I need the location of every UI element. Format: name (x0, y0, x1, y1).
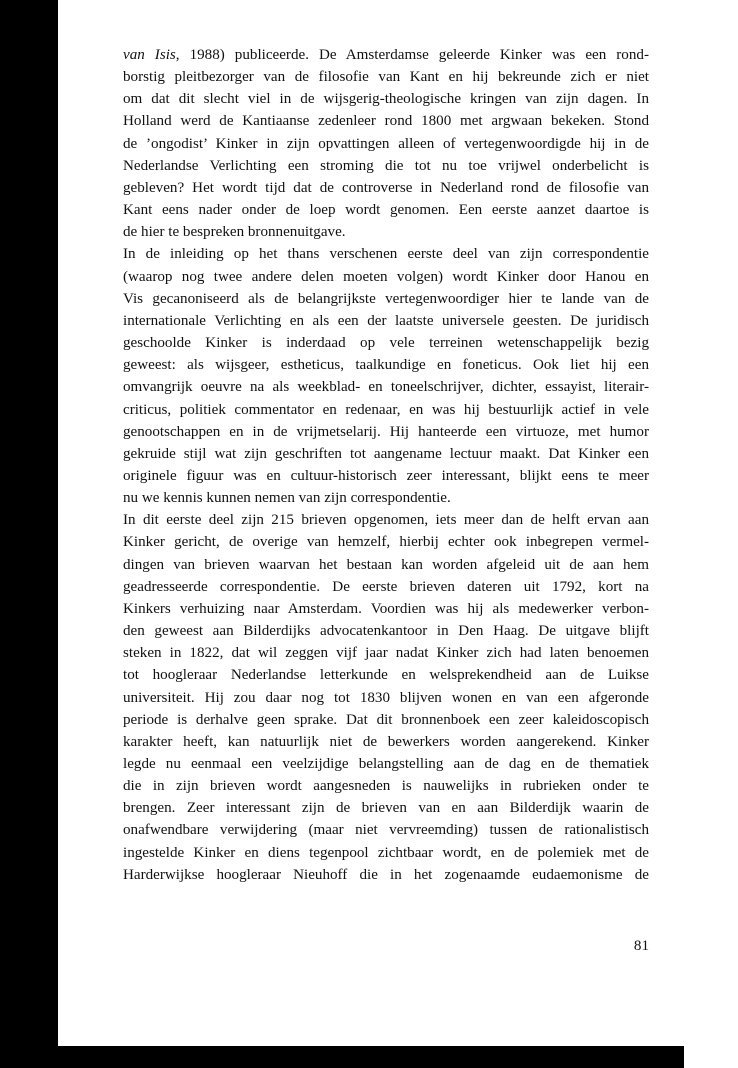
page-number: 81 (633, 938, 649, 954)
text-line: gebleven? Het wordt tijd dat de controverse in Nederland rond de filosofie van (123, 179, 649, 196)
text-line: Harderwijkse hoogleraar Nieuhoff die in het zogenaamde eudaemonisme de (123, 866, 649, 883)
paragraph (123, 44, 649, 243)
text-line: (waarop nog twee andere delen moeten volgen) wordt Kinker door Hanou en (123, 268, 649, 285)
text-line: In dit eerste deel zijn 215 brieven opgenomen, iets meer dan de helft ervan aan (123, 512, 649, 529)
text-line: geadresseerde correspondentie. De eerste brieven dateren uit 1792, kort na (123, 578, 649, 595)
text-line: genootschappen en in de vrijmetselarij. Hij hanteerde een virtuoze, met humor (123, 423, 649, 440)
text-line: geschoolde Kinker is inderdaad op vele terreinen wetenschappelijk bezig (123, 335, 649, 352)
text-line: karakter heeft, kan natuurlijk niet de bewerkers worden aangerekend. Kinker (123, 733, 649, 750)
text-line: internationale Verlichting en als een der laatste universele geesten. De juridisch (123, 312, 649, 329)
text-line: geweest: als wijsgeer, estheticus, taalkundige en foneticus. Ook liet hij een (123, 357, 649, 374)
text-line: originele figuur was en cultuur-historisch zeer interessant, blijkt eens te meer (123, 467, 649, 484)
text-line: periode is derhalve geen sprake. Dat dit bronnenboek een zeer kaleidoscopisch (123, 711, 649, 728)
text-line: onafwendbare verwijdering (maar niet vervreemding) tussen de rationalistisch (123, 822, 649, 839)
text-line: Kant eens nader onder de loep wordt genomen. Een eerste aanzet daartoe is (123, 202, 649, 219)
text-line: criticus, politiek commentator en redenaar, en was hij bestuurlijk actief in vele (123, 401, 649, 418)
text-line: legde nu eenmaal een veelzijdige belangstelling aan de dag en de thematiek (123, 756, 649, 772)
text-line: borstig pleitbezorger van de filosofie van Kant en hij bekreunde zich er niet (123, 69, 649, 86)
paragraph (123, 509, 649, 886)
text-line: steken in 1822, dat wil zeggen vijf jaar nadat Kinker zich had laten benoemen (123, 645, 649, 662)
scan-edge-bottom (58, 1046, 684, 1068)
text-line: Kinkers verhuizing naar Amsterdam. Voordien was hij als medewerker verbon- (123, 600, 649, 617)
text-line: den geweest aan Bilderdijks advocatenkantoor in Den Haag. De uitgave blijft (123, 623, 649, 640)
paragraph (123, 243, 649, 509)
text-line: tot hoogleraar Nederlandse letterkunde en welsprekendheid aan de Luikse (123, 667, 649, 684)
text-line: nu we kennis kunnen nemen van zijn correspondentie. (123, 490, 451, 507)
scan-edge-left (0, 0, 58, 1068)
text-line: de hier te bespreken bronnenuitgave. (123, 224, 346, 241)
book-title-fragment: van Isis (123, 47, 176, 63)
text-line: dingen van brieven waarvan het bestaan kan worden afgeleid uit de aan hem (123, 556, 649, 573)
text-line: Holland werd de Kantiaanse zedenleer rond 1800 met argwaan bekeken. Stond (123, 113, 649, 130)
text-line: gekruide stijl wat zijn geschriften tot aangename lectuur maakt. Dat Kinker een (123, 445, 649, 462)
text-line: de ’ongodist’ Kinker in zijn opvattingen alleen of vertegenwoordigde hij in de (123, 135, 649, 152)
text-line: brengen. Zeer interessant zijn de brieven van en aan Bilderdijk waarin de (123, 800, 649, 817)
text-line: van Isis, 1988) publiceerde. De Amsterdamse geleerde Kinker was een rond- (123, 47, 649, 63)
body-text (123, 44, 649, 886)
text-line: ingestelde Kinker en diens tegenpool zichtbaar wordt, en de polemiek met de (123, 844, 649, 861)
text-line: om dat dit slecht viel in de wijsgerig-theologische kringen van zijn dagen. In (123, 91, 649, 108)
text-line: In de inleiding op het thans verschenen eerste deel van zijn correspondentie (123, 246, 649, 263)
text-line: Vis gecanoniseerd als de belangrijkste vertegenwoordiger hier te lande van de (123, 290, 649, 307)
text-line: die in zijn brieven wordt aangesneden is nauwelijks in rubrieken onder te (123, 778, 649, 795)
text-line: universiteit. Hij zou daar nog tot 1830 blijven wonen en van een afgeronde (123, 689, 649, 706)
text-line: Nederlandse Verlichting een stroming die tot nu toe vrijwel onderbelicht is (123, 157, 649, 174)
text-line: Kinker gericht, de overige van hemzelf, hierbij echter ook inbegrepen vermel- (123, 534, 649, 551)
text-line: omvangrijk oeuvre na als weekblad- en toneelschrijver, dichter, essayist, literair- (123, 379, 649, 396)
